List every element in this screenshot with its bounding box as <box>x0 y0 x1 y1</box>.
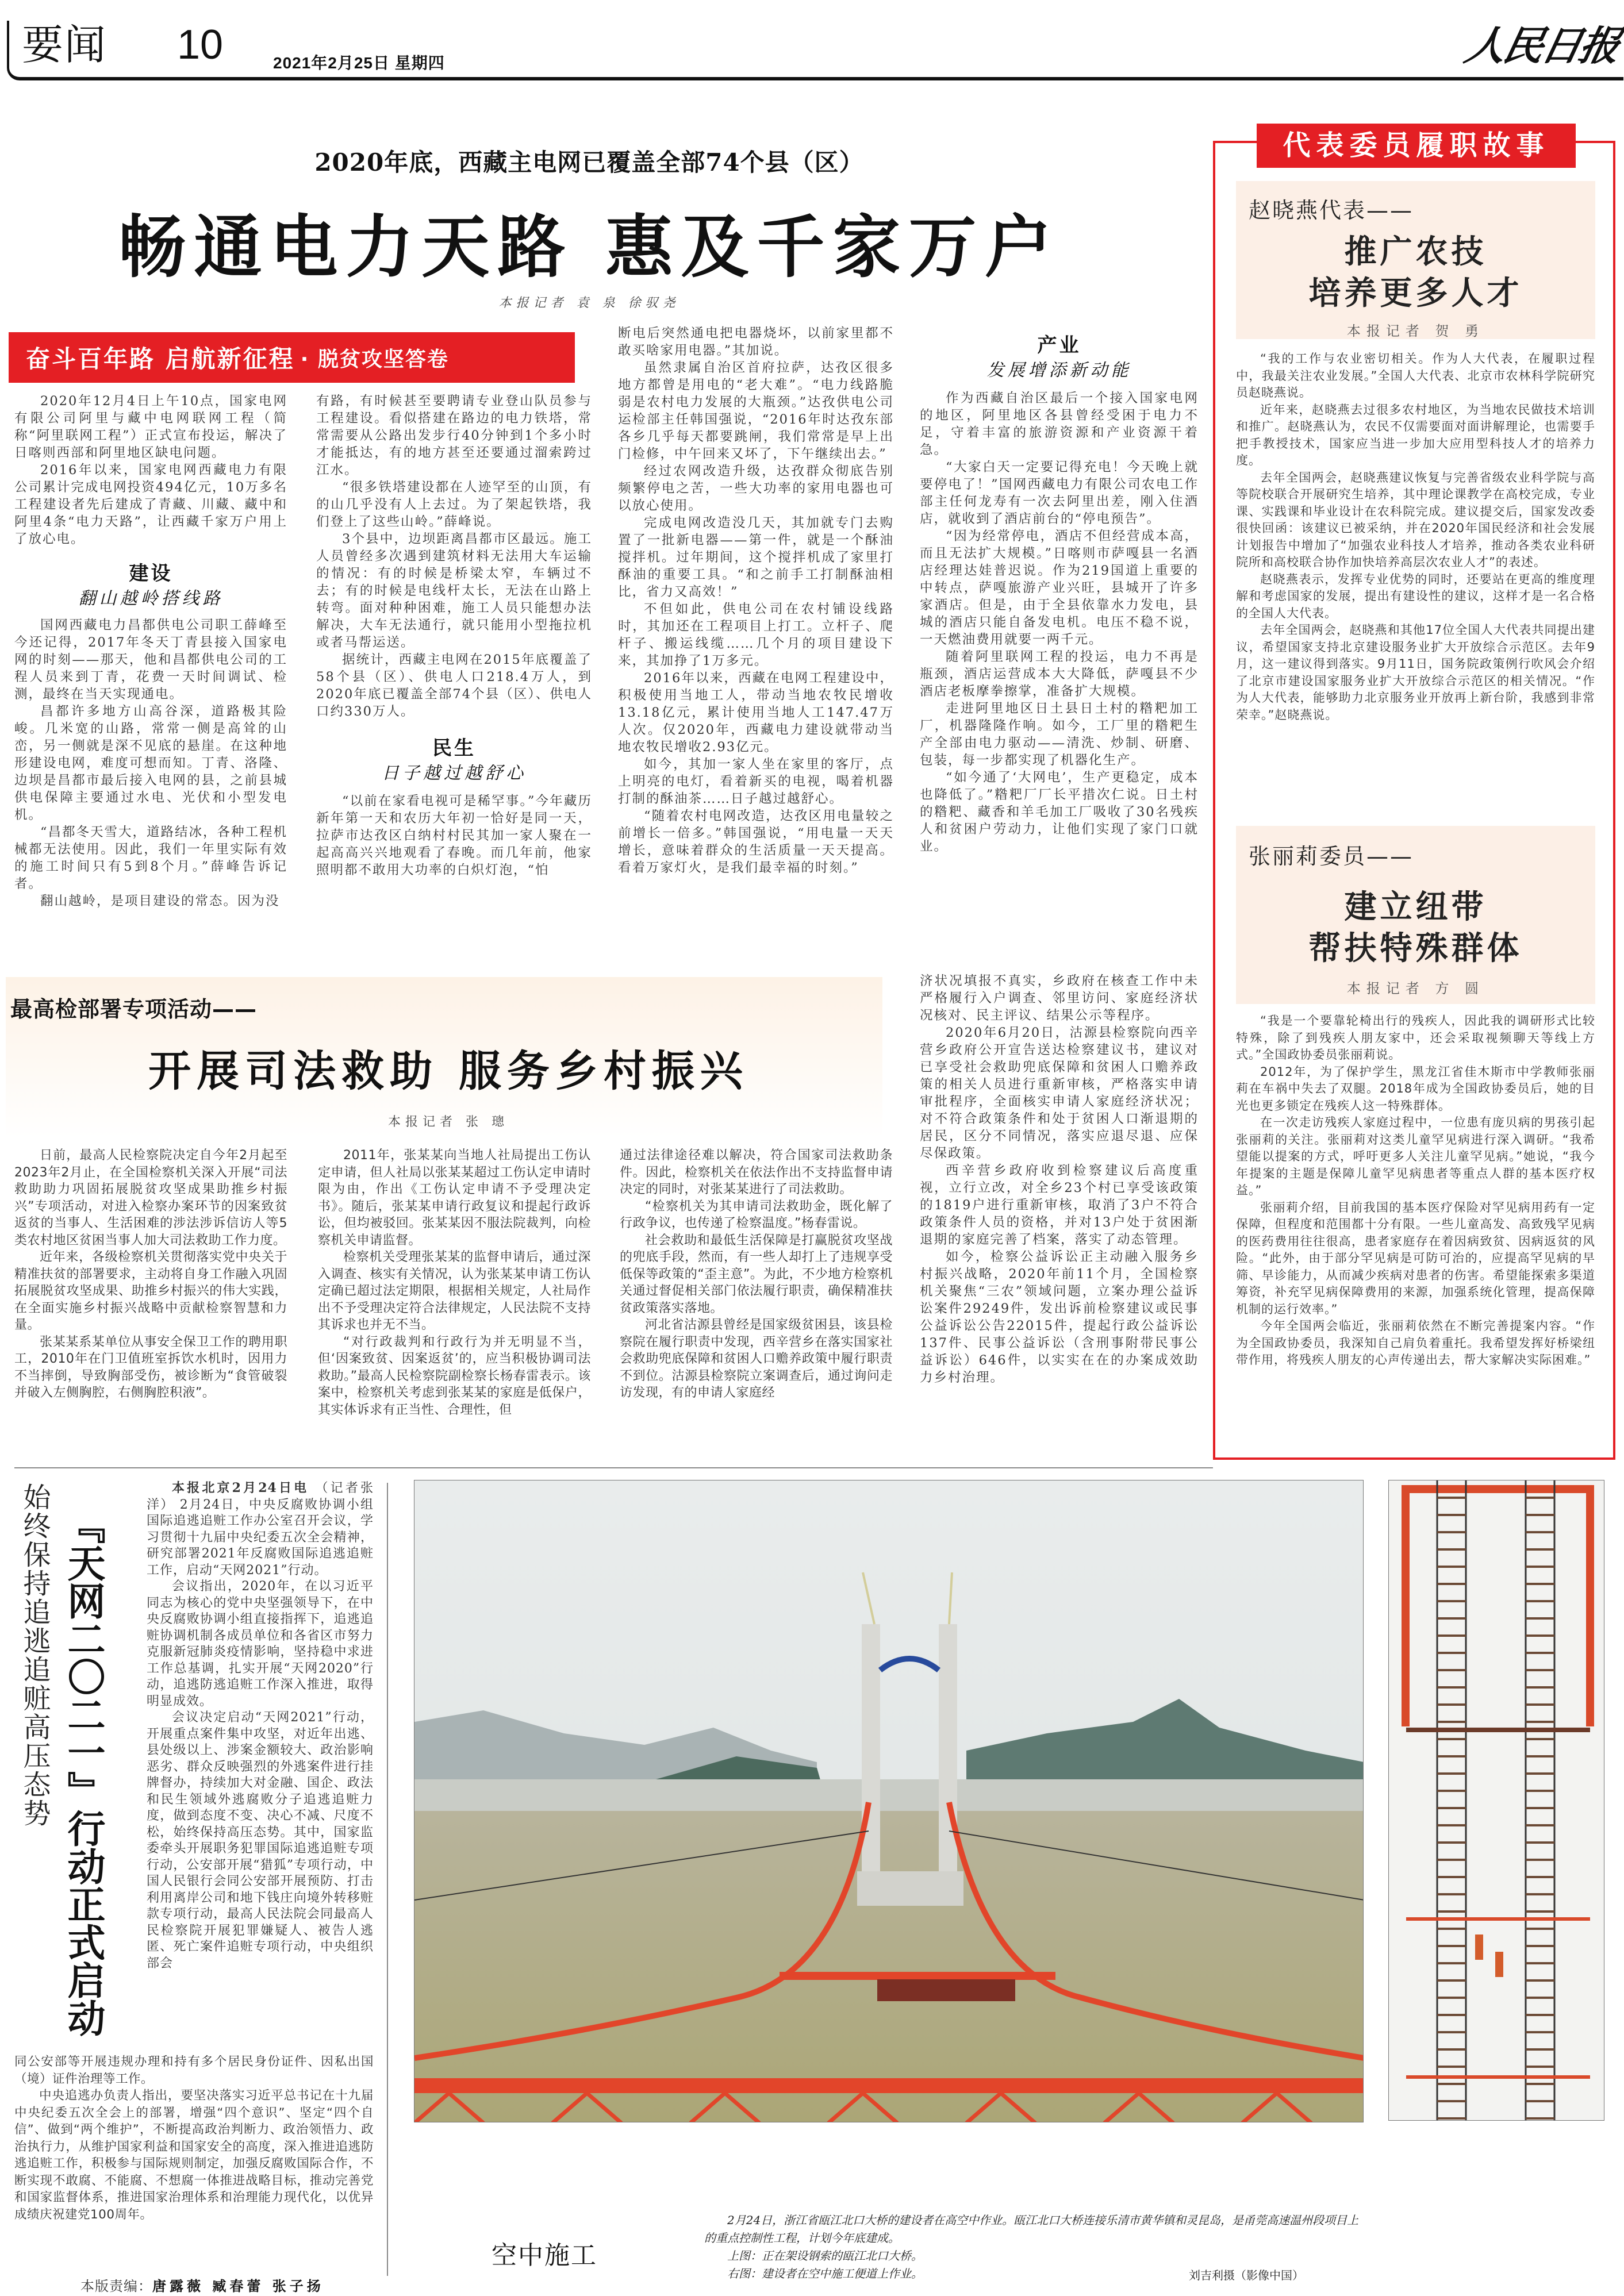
caption-line: 上图：正在架设钢索的瓯江北口大桥。 <box>727 2249 923 2263</box>
story2-header <box>1236 826 1595 1004</box>
paragraph: 2016年以来，西藏在电网工程建设中，积极使用当地工人，带动当地农牧民增收13.18亿元，累计使用当地人工147.47万人次。仅2020年，西藏电力建设就带动当地农牧民增收2.93亿元。 <box>618 671 894 755</box>
article-judicial-col1 <box>14 1147 287 1402</box>
article-judicial-col4 <box>920 972 1199 1386</box>
paragraph: 检察机关受理张某某的监督申请后，通过深入调查、核实有关情况，认为张某某申请工伤认定确已超过法定期限，根据相关规定，人社局作出不予受理决定符合法律规定，人民法院不支持其诉求也并无不当。 <box>318 1250 591 1332</box>
paragraph: 济状况填报不真实，乡政府在核查工作中未严格履行入户调查、邻里访问、家庭经济状况核对、民主评议、结果公示等程序。 <box>920 974 1199 1023</box>
paragraph: 河北省沽源县曾经是国家级贫困县，该县检察院在履行职责中发现，西辛营乡在落实国家社会救助兜底保障和贫困人口赡养政策中履行职责不到位。沽源县检察院立案调查后，通过询问走访发现，有的申请人家庭经 <box>620 1318 893 1400</box>
paragraph: 作为西藏自治区最后一个接入国家电网的地区，阿里地区各县曾经受困于电力不足，守着丰富的旅游资源和产业资源干着急。 <box>920 391 1199 457</box>
article-power-col2 <box>316 393 592 879</box>
paragraph: “随着农村电网改造，达孜区用电量较之前增长一倍多。”韩国强说，“用电量一天天增长，意味着群众的生活质量一天天提高。看着万家灯火，是我们最幸福的时刻。” <box>618 809 894 875</box>
paragraph: 3个县中，边坝距离昌都市区最远。施工人员曾经多次遇到建筑材料无法用大车运输的情况：有的时候是桥梁太窄，车辆过不去；有的时候是电线杆太长，无法在山路上转弯。面对种种困难，施工人员只能想办法解决，大车无法通行，就只能用小型拖拉机或者马帮运送。 <box>316 532 592 650</box>
photo-credit: 刘吉利摄（影像中国） <box>1189 2268 1304 2282</box>
paragraph: “昌都冬天雪大，道路结冰，各种工程机械都无法使用。因此，我们一年里实际有效的施工时间只有5到8个月。”薛峰告诉记者。 <box>14 825 288 891</box>
paragraph: 同公安部等开展违规办理和持有多个居民身份证件、因私出国（境）证件治理等工作。 <box>14 2055 374 2086</box>
paragraph: 昌都许多地方山高谷深，道路极其险峻。几米宽的山路，常常一侧是高耸的山峦，另一侧就是深不见底的悬崖。在这种地形建设电网，难度可想而知。丁青、洛隆、边坝是昌都市最后接入电网的县，之前县城供电保障主要通过水电、光伏和小型发电机。 <box>14 704 287 822</box>
paragraph: 近年来，各级检察机关贯彻落实党中央关于精准扶贫的部署要求，主动将自身工作融入巩固拓展脱贫攻坚成果、助推乡村振兴的伟大实践，在全面实施乡村振兴战略中贡献检察智慧和力量。 <box>14 1250 287 1332</box>
story1-title-line1: 推广农技 <box>1344 233 1487 271</box>
article-power-byline: 本报记者 袁 泉 徐驭尧 <box>498 296 680 310</box>
paragraph: “检察机关为其申请司法救助金，既化解了行政争议，也传递了检察温度。”杨春雷说。 <box>620 1199 893 1230</box>
representatives-tab: 代表委员履职故事 <box>1257 124 1576 168</box>
paragraph: 国网西藏电力昌都供电公司职工薛峰至今还记得，2017年冬天丁青县接入国家电网的时刻——那天，他和昌都供电公司的工程人员来到丁青，花费一天时间调试、检测，最终在当天实现通电。 <box>14 618 287 702</box>
paragraph: “如今通了‘大网电’，生产更稳定，成本也降低了。”糌粑厂厂长平措次仁说。日土村的糌粑、藏香和羊毛加工厂吸收了30名残疾人和贫困户劳动力，让他们实现了家门口就业。 <box>920 770 1199 854</box>
article-judicial-title: 开展司法救助 服务乡村振兴 <box>148 1047 748 1096</box>
paragraph: 会议指出，2020年，在以习近平同志为核心的党中央坚强领导下，在中央反腐败协调小组直接指挥下，追逃追赃协调机制各成员单位和各省区市努力克服新冠肺炎疫情影响，坚持稳中求进工作总基调，扎实开展“天网2020”行动，追逃防逃追赃工作深入推进，取得明显成效。 <box>147 1579 374 1709</box>
paragraph: 中央追逃办负责人指出，要坚决落实习近平总书记在十九届中央纪委五次全会上的部署，增强“四个意识”、坚定“四个自信”、做到“两个维护”，不断提高政治判断力、政治领悟力、政治执行力，从维护国家利益和国家安全的高度，深入推进追逃防逃追赃工作，积极参与国际规则制定，加强反腐败国际合作，不断实现不敢腐、不能腐、不想腐一体推进战略目标，推动完善党和国家监督体系，推进国家治理体系和治理能力现代化，以优异成绩庆祝建党100周年。 <box>14 2089 374 2222</box>
series-banner-sub: · 脱贫攻坚答卷 <box>300 347 449 371</box>
paragraph: 走进阿里地区日土县日土村的糌粑加工厂，机器隆隆作响。如今，工厂里的糌粑生产全部由电力驱动——清洗、炒制、研磨、包装，每一步都实现了机器化生产。 <box>920 701 1199 768</box>
paragraph: 2016年以来，国家电网西藏电力有限公司累计完成电网投资494亿元，10万多名工程建设者先后建成了青藏、川藏、藏中和阿里4条“电力天路”，让西藏千家万户用上了放心电。 <box>14 463 287 547</box>
series-banner <box>9 332 575 383</box>
article-skynet-deck: 始终保持追逃追赃高压态势 <box>18 1483 51 1828</box>
paragraph: 有路，有时候甚至要聘请专业登山队员参与工程建设。看似搭建在路边的电力铁塔，常常需要从公路出发步行40分钟到1个多小时才能抵达，有的地方甚至还要通过溜索跨过江水。 <box>316 394 592 478</box>
paragraph: 2020年12月4日上午10点，国家电网有限公司阿里与藏中电网联网工程（简称“阿里联网工程”）正式宣布投运，解决了日喀则西部和阿里地区缺电问题。 <box>14 394 287 460</box>
caption-line: 右图：建设者在空中施工便道上作业。 <box>727 2267 923 2280</box>
paragraph: “因为经常停电，酒店不但经营成本高，而且无法扩大规模。”日喀则市萨嘎县一名酒店经理达娃普迟说。作为219国道上重要的中转点，萨嘎旅游产业兴旺，县城开了许多家酒店。但是，由于全县依靠水力发电，县城的酒店只能自备发电机。电压不稳不说，一天燃油费用就要一两千元。 <box>920 529 1199 647</box>
paragraph: 在一次走访残疾人家庭过程中，一位患有庞贝病的男孩引起张丽莉的关注。张丽莉对这类儿童罕见病进行深入调研。“我希望能以提案的方式，呼吁更多人关注儿童罕见病。”她说，“我今年提案的主题是保障儿童罕见病患者等重点人群的基本医疗权益。” <box>1236 1116 1595 1197</box>
column-divider <box>387 1483 388 2276</box>
paragraph: 2011年，张某某向当地人社局提出工伤认定申请，但人社局以张某某超过工伤认定申请时限为由，作出《工伤认定申请不予受理决定书》。随后，张某某申请行政复议和提起行政诉讼，但均被驳回。张某某因不服法院裁判，向检察机关申请监督。 <box>318 1148 591 1248</box>
article-judicial-byline: 本报记者 张 璁 <box>388 1115 509 1129</box>
masthead-rule <box>7 21 1623 80</box>
paragraph: 2012年，为了保护学生，黑龙江省佳木斯市中学教师张丽莉在车祸中失去了双腿。2018年成为全国政协委员后，她的目光也更多锁定在残疾人这一特殊群体。 <box>1236 1064 1595 1113</box>
editors-label: 本版责编： <box>80 2278 152 2294</box>
paragraph: 西辛营乡政府收到检察建议后高度重视，立行立改，对全乡23个村已享受该政策的1819户进行重新审核，取消了3户不符合政策条件人员的资格，并对13户处于贫困渐退期的家庭完善了档案，落实了动态管理。 <box>920 1163 1199 1247</box>
paragraph: 通过法律途径难以解决，符合国家司法救助条件。因此，检察机关在依法作出不支持监督申请决定的同时，对张某某进行了司法救助。 <box>620 1148 893 1197</box>
paragraph: 如今，其加一家人坐在家里的客厅，点上明亮的电灯，看着新买的电视，喝着机器打制的酥油茶……日子越过越舒心。 <box>618 757 894 806</box>
story1-title-line2: 培养更多人才 <box>1308 274 1523 312</box>
paragraph: 2月24日，中央反腐败协调小组国际追逃追赃工作办公室召开会议，学习贯彻十九届中央纪委五次全会精神，研究部署2021年反腐败国际追逃追赃工作，启动“天网2021”行动。 <box>147 1497 374 1578</box>
paragraph: 会议决定启动“天网2021”行动，开展重点案件集中攻坚，对近年出逃、县处级以上、涉案金额较大、政治影响恶劣、群众反映强烈的外逃案件进行挂牌督办，持续加大对金融、国企、政法和民生领域外逃腐败分子追逃追赃力度，做到态度不变、决心不减、尺度不松，始终保持高压态势。其中，国家监委牵头开展职务犯罪国际追逃追赃专项行动，公安部开展“猎狐”专项行动，中国人民银行会同公安部开展预防、打击利用离岸公司和地下钱庄向境外转移赃款专项行动，最高人民法院会同最高人民检察院开展犯罪嫌疑人、被告人逃匿、死亡案件追赃专项行动，中央组织部会 <box>147 1710 374 1971</box>
story2-byline: 本报记者 方 圆 <box>1346 980 1485 997</box>
editors-names: 唐露薇 臧春蕾 张子扬 <box>152 2278 324 2294</box>
paragraph: 据统计，西藏主电网在2015年底覆盖了58个县（区）、供电人口218.4万人，到2020年底已覆盖全部74个县（区）、供电人口约330万人。 <box>316 652 592 719</box>
subhead-title: 民生 <box>432 737 476 760</box>
subhead-subtitle: 翻山越岭搭线路 <box>78 589 224 609</box>
article-judicial-kicker: 最高检部署专项活动—— <box>10 997 258 1022</box>
story2-name: 张丽莉委员—— <box>1249 844 1414 869</box>
paragraph: 2020年6月20日，沽源县检察院向西辛营乡政府公开宣告送达检察建议书，建议对已享受社会救助兜底保障和贫困人口赡养政策的相关人员进行重新审核，严格落实申请审批程序，全面核实申请人家庭经济状况；对不符合政策条件和处于贫困人口渐退期的居民，区分不同情况，落实应退尽退、应保尽保政策。 <box>920 1025 1199 1161</box>
paragraph: 经过农网改造升级，达孜群众彻底告别频繁停电之苦，一些大功率的家用电器也可以放心使用。 <box>618 464 894 513</box>
article-power-col3 <box>618 325 894 876</box>
paragraph: 社会救助和最低生活保障是打赢脱贫攻坚战的兜底手段，然而，有一些人却打上了违规享受低保等政策的“歪主意”。为此，不少地方检察机关通过督促相关部门依法履行职责，确保精准扶贫政策落实落地。 <box>620 1233 893 1316</box>
subhead-subtitle: 发展增添新动能 <box>986 360 1132 380</box>
photo-title: 空中施工 <box>492 2241 597 2270</box>
subhead-build <box>14 560 287 611</box>
story2-body <box>1236 1013 1595 1369</box>
paragraph: 随着阿里联网工程的投运，电力不再是瓶颈，酒店运营成本大大降低，萨嘎县不少酒店老板摩拳擦掌，准备扩大规模。 <box>920 649 1199 699</box>
paragraph: 近年来，赵晓燕去过很多农村地区，为当地农民做技术培训和推广。赵晓燕认为，农民不仅需要面对面讲解理论，也需要手把手教授技术，国家应当进一步加大应用型科技人才的培养力度。 <box>1236 402 1595 467</box>
story2-title-line2: 帮扶特殊群体 <box>1308 929 1523 967</box>
page-editors <box>80 2275 324 2295</box>
story1-body <box>1236 351 1595 724</box>
story1-name: 赵晓燕代表—— <box>1249 198 1414 223</box>
article-skynet-wide <box>14 2053 374 2223</box>
paragraph: “以前在家看电视可是稀罕事。”今年藏历新年第一天和农历大年初一恰好是同一天，拉萨市达孜区白纳村村民其加一家人聚在一起高高兴兴地观看了春晚。而几年前，他家照明都不敢用大功率的白炽灯泡，“怕 <box>316 794 592 878</box>
article-judicial-col3 <box>620 1147 893 1402</box>
paragraph: “很多铁塔建设都在人迹罕至的山顶，有的山几乎没有人上去过。为了架起铁塔，我们登上了这些山岭。”薛峰说。 <box>316 480 592 529</box>
article-judicial-col2 <box>318 1147 591 1418</box>
article-power-kicker: 2020年底，西藏主电网已覆盖全部74个县（区） <box>314 148 864 176</box>
paragraph: 如今，检察公益诉讼正主动融入服务乡村振兴战略，2020年前11个月，全国检察机关聚焦“三农”领域问题，立案办理公益诉讼案件29249件，发出诉前检察建议或民事公益诉讼公告22015件，提起行政公益诉讼137件、民事公益诉讼（含刑事附带民事公益诉讼）646件，以实实在在的办案成效助力乡村治理。 <box>920 1249 1199 1385</box>
paragraph: 张丽莉介绍，目前我国的基本医疗保险对罕见病用药有一定保障，但程度和范围都十分有限。一些儿童高发、高致残罕见病的医药费用往往很高，患者家庭存在着因病致贫、因病返贫的风险。“此外，由于部分罕见病是可防可治的，应提高罕见病的早筛、早诊能力，从而减少疾病对患者的伤害。希望能探索多渠道筹资，补充罕见病保障费用的来源，加强系统化管理，提高保障机制的运行效率。” <box>1236 1200 1595 1316</box>
paragraph: 今年全国两会临近，张丽莉依然在不断完善提案内容。“作为全国政协委员，我深知自己肩负着重托。我希望发挥好桥梁纽带作用，将残疾人朋友的心声传递出去，帮大家解决实际困难。” <box>1236 1319 1595 1367</box>
story1-header <box>1236 181 1595 339</box>
newspaper-logo: 人民日报 <box>1461 22 1623 70</box>
masthead <box>0 0 1624 80</box>
paragraph: 断电后突然通电把电器烧坏，以前家里都不敢买啥家用电器。”其加说。 <box>618 326 894 358</box>
paragraph: 日前，最高人民检察院决定自今年2月起至2023年2月止，在全国检察机关深入开展“司法救助助力巩固拓展脱贫攻坚成果助推乡村振兴”专项活动，对进入检察办案环节的因案致贫返贫的当事人、生活困难的涉法涉诉信访人等5类农村地区贫困当事人加大司法救助工作力度。 <box>14 1148 287 1248</box>
article-skynet-narrow <box>147 1480 374 1972</box>
catwalk-photo-illustration <box>1389 1480 1604 2121</box>
paragraph: 张某某系某单位从事安全保卫工作的聘用职工，2010年在门卫值班室拆饮水机时，因用力不当摔倒，导致胸部受伤，被诊断为“食管破裂并破入左侧胸腔，右侧胸腔积液”。 <box>14 1334 287 1400</box>
story1-byline: 本报记者 贺 勇 <box>1346 323 1485 339</box>
story2-title-line1: 建立纽带 <box>1344 888 1487 926</box>
subhead-subtitle: 日子越过越舒心 <box>382 763 527 783</box>
bridge-photo-illustration <box>414 1480 1364 2122</box>
reporter: （记者张洋） <box>147 1481 374 1512</box>
article-power-col1 <box>14 393 287 910</box>
paragraph: 翻山越岭，是项目建设的常态。因为没 <box>40 894 280 909</box>
series-banner-main: 奋斗百年路 启航新征程 <box>26 345 295 373</box>
paragraph: 虽然隶属自治区首府拉萨，达孜区很多地方都曾是用电的“老大难”。“电力线路脆弱是农村电力发展的大瓶颈。”达孜供电公司运检部主任韩国强说，“2016年时达孜东部各乡几乎每天都要跳闸，我们常常是早上出门检修，中午回来又坏了，下午继续出去。” <box>618 360 894 461</box>
caption-line: 2月24日，浙江省瓯江北口大桥的建设者在高空中作业。瓯江北口大桥连接乐清市黄华镇和灵昆岛，是甬莞高速温州段项目上的重点控制性工程，计划今年底建成。 <box>704 2213 1359 2245</box>
paragraph: 完成电网改造没几天，其加就专门去购置了一批新电器——第一件，就是一个酥油搅拌机。过年期间，这个搅拌机成了家里打酥油的重要工具。“和之前手工打制酥油相比，省力又高效！” <box>618 516 894 599</box>
article-power-col4 <box>920 332 1199 855</box>
subhead-life <box>316 735 592 786</box>
paragraph: 赵晓燕表示，发挥专业优势的同时，还要站在更高的维度理解和考虑国家的发展，提出有建设性的建议，这样才是一名合格的全国人大代表。 <box>1236 572 1595 620</box>
section-name: 要闻 <box>22 21 108 69</box>
article-skynet-title: 『天网二〇二一』行动正式启动 <box>61 1506 106 2037</box>
issue-date: 2021年2月25日 星期四 <box>273 54 445 72</box>
catwalk-photo <box>1388 1480 1604 2121</box>
section-divider <box>14 1467 1213 1468</box>
paragraph: 去年全国两会，赵晓燕建议恢复与完善省级农业科学院与高等院校联合开展研究生培养，其中理论课教学在高校完成，专业课、实践课和毕业设计在农科院完成。建议提交后，国家发改委很快回函：该建议已被采纳，并在2020年国民经济和社会发展计划报告中增加了“加强农业科技人才培养，推动各类农业科研院所和高校联合协作加快培养高层次农业人才”的表述。 <box>1236 470 1595 569</box>
subhead-title: 建设 <box>129 562 173 585</box>
subhead-industry <box>920 332 1199 383</box>
paragraph: “我的工作与农业密切相关。作为人大代表，在履职过程中，我最关注农业发展。”全国人大代表、北京市农林科学院研究员赵晓燕说。 <box>1236 352 1595 399</box>
subhead-title: 产业 <box>1037 334 1081 357</box>
paragraph: “大家白天一定要记得充电！今天晚上就要停电了！”国网西藏电力有限公司农电工作部主任何龙寿有一次去阿里出差，刚入住酒店，就收到了酒店前台的“停电预告”。 <box>920 460 1199 526</box>
paragraph: “对行政裁判和行政行为并无明显不当，但‘因案致贫、因案返贫’的，应当积极协调司法救助。”最高人民检察院副检察长杨春雷表示。该案中，检察机关考虑到张某某的家庭是低保户，其实体诉求有正当性、合理性，但 <box>318 1334 591 1417</box>
page-number: 10 <box>177 22 224 68</box>
article-power-title: 畅通电力天路 惠及千家万户 <box>118 207 1061 287</box>
paragraph: 去年全国两会，赵晓燕和其他17位全国人大代表共同提出建议，希望国家支持北京建设服务业扩大开放综合示范区。去年9月，这一建议得到落实。9月11日，国务院政策例行吹风会介绍了北京市建设国家服务业扩大开放综合示范区的相关情况。“作为人大代表，能够助力北京服务业开放再上新台阶，我感到非常荣幸。”赵晓燕说。 <box>1236 623 1595 722</box>
dateline: 本报北京2月24日电 <box>172 1480 309 1495</box>
paragraph: 不但如此，供电公司在农村铺设线路时，其加还在工程项目上打工。立杆子、爬杆子、搬运线缆……几个月的项目建设下来，其加挣了1万多元。 <box>618 602 894 668</box>
bridge-photo <box>414 1480 1364 2122</box>
paragraph: “我是一个要靠轮椅出行的残疾人，因此我的调研形式比较特殊，除了到残疾人朋友家中，还会采取视频聊天等线上方式。”全国政协委员张丽莉说。 <box>1236 1014 1595 1062</box>
